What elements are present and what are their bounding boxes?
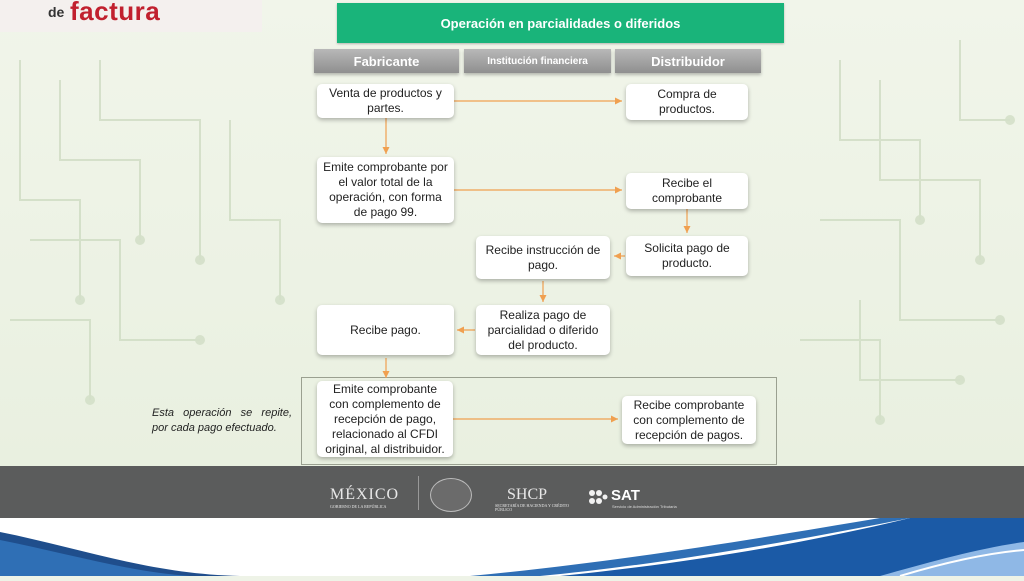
- logo-word: factura: [70, 0, 161, 26]
- box-recibe-instruccion: Recibe instrucción de pago.: [476, 236, 610, 279]
- box-solicita-pago: Solicita pago de producto.: [626, 236, 748, 276]
- box-venta-productos: Venta de productos y partes.: [317, 84, 454, 118]
- repeat-note: Esta operación se repite, por cada pago efectuado.: [152, 407, 292, 434]
- blue-swoosh-decoration: [0, 518, 1024, 576]
- lane-header-fabricante: Fabricante: [314, 49, 459, 73]
- mexico-label: MÉXICO: [330, 486, 400, 503]
- footer-divider: [418, 476, 419, 510]
- sat-subtitle: Servicio de Administración Tributaria: [612, 504, 677, 509]
- coat-of-arms-emblem: [430, 478, 472, 512]
- box-emite-complemento: Emite comprobante con complemento de recepción de pago, relacionado al CFDI original, al distribuidor.: [317, 381, 453, 457]
- factura-logo: [0, 0, 262, 32]
- box-recibe-comprobante: Recibe el comprobante: [626, 173, 748, 209]
- shcp-subtitle: SECRETARÍA DE HACIENDA Y CRÉDITO PÚBLICO: [495, 503, 569, 512]
- logo-prefix: de: [48, 4, 65, 20]
- bottom-swoosh-area: [0, 518, 1024, 576]
- lane-header-institucion: Institución financiera: [464, 49, 611, 73]
- sat-logo-icon: [588, 489, 608, 505]
- lane-header-distribuidor: Distribuidor: [615, 49, 761, 73]
- sat-label: SAT: [611, 487, 640, 504]
- box-realiza-pago: Realiza pago de parcialidad o diferido del producto.: [476, 305, 610, 355]
- box-compra-productos: Compra de productos.: [626, 84, 748, 120]
- box-recibe-complemento: Recibe comprobante con complemento de recepción de pagos.: [622, 396, 756, 444]
- diagram-title: Operación en parcialidades o diferidos: [337, 3, 784, 43]
- box-recibe-pago: Recibe pago.: [317, 305, 454, 355]
- government-footer: [0, 466, 1024, 518]
- shcp-label: SHCP: [507, 486, 548, 503]
- mexico-subtitle: GOBIERNO DE LA REPÚBLICA: [330, 504, 387, 509]
- box-emite-comprobante: Emite comprobante por el valor total de la operación, con forma de pago 99.: [317, 157, 454, 223]
